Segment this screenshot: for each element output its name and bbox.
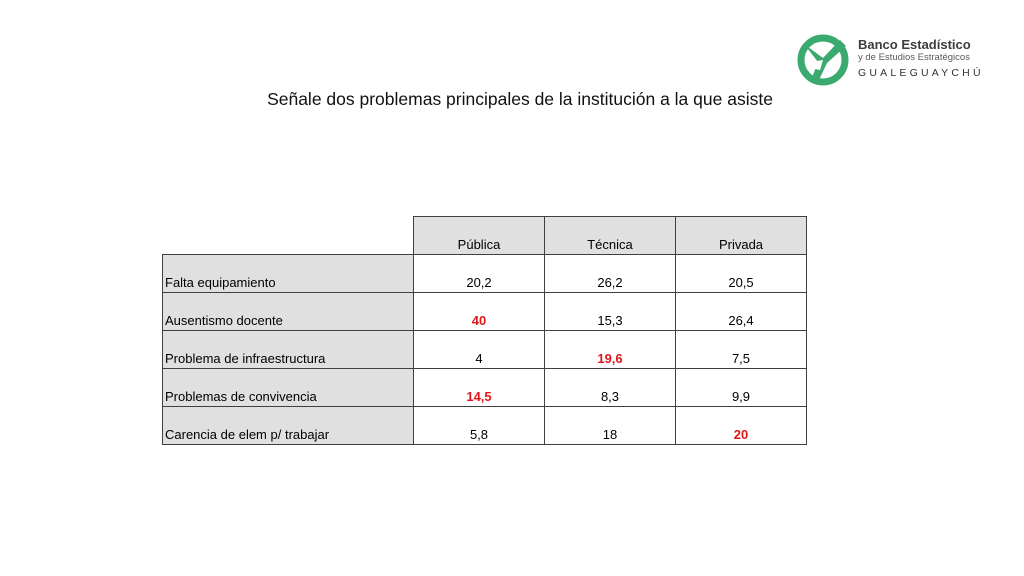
cell-value: 20,5 <box>676 255 807 293</box>
cell-value: 5,8 <box>414 407 545 445</box>
row-label: Problemas de convivencia <box>163 369 414 407</box>
logo-text <box>858 38 984 79</box>
cell-value: 26,4 <box>676 293 807 331</box>
cell-value: 7,5 <box>676 331 807 369</box>
cell-value: 9,9 <box>676 369 807 407</box>
cell-value: 18 <box>545 407 676 445</box>
table-row <box>163 407 807 445</box>
table-header-row <box>163 217 807 255</box>
header-privada: Privada <box>676 217 807 255</box>
cell-value: 4 <box>414 331 545 369</box>
cell-value: 20,2 <box>414 255 545 293</box>
table-row <box>163 293 807 331</box>
cell-value: 26,2 <box>545 255 676 293</box>
header-tecnica: Técnica <box>545 217 676 255</box>
header-corner <box>163 217 414 255</box>
table-row <box>163 369 807 407</box>
cell-value-highlighted: 40 <box>414 293 545 331</box>
logo-name: Banco Estadístico <box>858 37 971 52</box>
results-table <box>162 216 807 445</box>
logo-emblem-icon <box>796 34 850 86</box>
slide-title: Señale dos problemas principales de la institución a la que asiste <box>267 89 773 109</box>
table-row <box>163 331 807 369</box>
cell-value-highlighted: 14,5 <box>414 369 545 407</box>
row-label: Ausentismo docente <box>163 293 414 331</box>
logo <box>796 34 996 86</box>
logo-city: GUALEGUAYCHÚ <box>858 67 984 79</box>
row-label: Carencia de elem p/ trabajar <box>163 407 414 445</box>
row-label: Problema de infraestructura <box>163 331 414 369</box>
cell-value: 8,3 <box>545 369 676 407</box>
cell-value: 15,3 <box>545 293 676 331</box>
row-label: Falta equipamiento <box>163 255 414 293</box>
cell-value-highlighted: 19,6 <box>545 331 676 369</box>
logo-subtitle: y de Estudios Estratégicos <box>858 52 970 63</box>
header-publica: Pública <box>414 217 545 255</box>
cell-value-highlighted: 20 <box>676 407 807 445</box>
table-row <box>163 255 807 293</box>
